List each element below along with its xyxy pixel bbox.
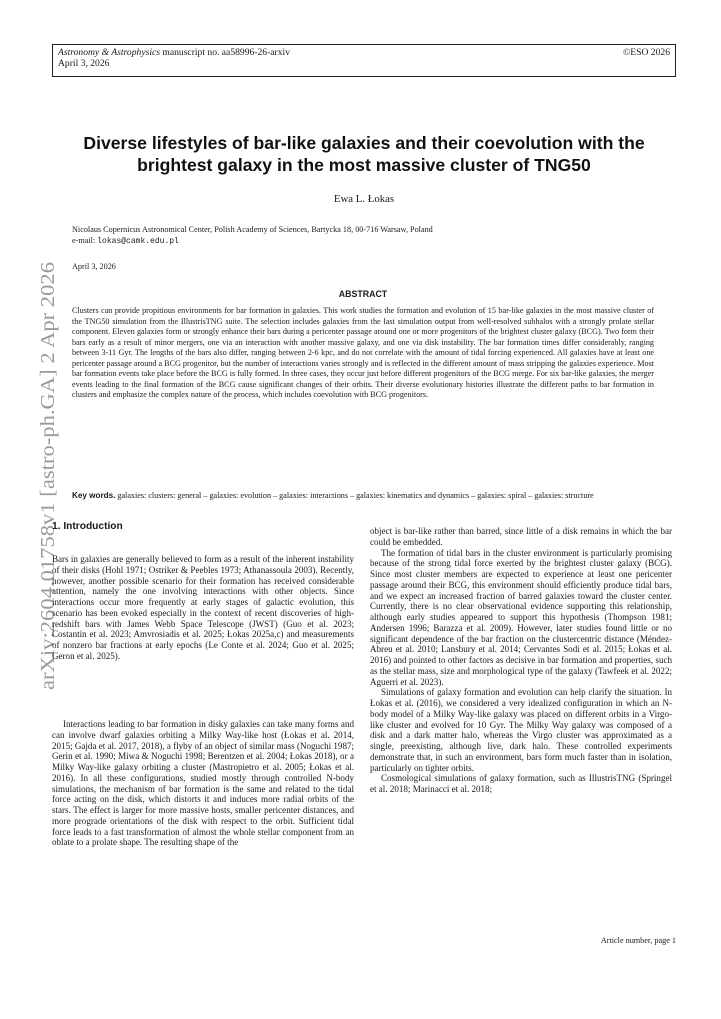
running-header [52,44,676,77]
header-left [58,47,290,69]
intro-column-1-bottom [52,719,354,848]
journal-name: Astronomy & Astrophysics [58,47,160,58]
manuscript-line [58,47,290,58]
email-label: e-mail: [72,235,98,245]
keywords-list: galaxies: clusters: general – galaxies: evolution – galaxies: interactions – galaxies: kinematics and dynamics – galaxies: spiral – galaxies: structure [115,491,594,500]
abstract-text: Clusters can provide propitious environments for bar formation in galaxies. This work studies the formation and evolution of 15 bar-like galaxies in the most massive cluster of the TNG50 simulation from the IllustrisTNG suite. The selection includes galaxies from the last simulation output from well-resolved subhalos with a strongly prolate stellar component. Eleven galaxies form or strongly enhance their bars during a pericenter passage around one or more progenitors of the brightest cluster galaxy (BCG). Two form their bars early as a result of minor mergers, one via an interaction with another massive galaxy, and one via disk instability. The bar formation times differ considerably, ranging between 3-11 Gyr. The lengths of the bars also differ, ranging between 2-6 kpc, and do not correlate with the amount of tidal forcing experienced. All galaxies have at least one pericenter passage around a BCG progenitor, but the number of interactions varies strongly and is reflected in the different amount of mass stripping the galaxies experience. Most bar formation events take place before the BCG is fully formed. In three cases, they occur just before different progenitors of the BCG merge. For six bar-like galaxies, the merger events leading to the final formation of the BCG cause significant changes of their orbits. Their diverse evolutionary histories illustrate the different paths to bar formation in clusters and emphasize the complex nature of the process, which includes coevolution with BCG progenitors. [72,306,654,399]
keywords [72,491,654,502]
keywords-label: Key words. [72,491,116,500]
col2-paragraph-1: The formation of tidal bars in the cluster environment is particularly promising because of the strong tidal force exerted by the brightest cluster galaxy (BCG). Since most cluster members are expected to experience at least one pericenter passage around their BCG, this environment should efficiently produce tidal bars, and we expect an increased fraction of barred galaxies toward the cluster center. Currently, there is no clear observational evidence supporting this relationship, although early studies appeared to support this hypothesis (Thompson 1981; Andersen 1996; Barazza et al. 2009). However, later studies found little or no significant dependence of the bar fraction on the clustercentric distance (Méndez-Abreu et al. 2010; Lansbury et al. 2014; Cervantes Sodi et al. 2015; Łokas et al. 2016) and pointed to other factors as decisive in bar formation and properties, such as the stellar mass, size and morphological type of the galaxy (Tawfeek et al. 2022; Aguerri et al. 2023). [370,547,672,687]
abstract-heading: ABSTRACT [338,289,388,299]
col2-paragraph-2: Simulations of galaxy formation and evolution can help clarify the situation. In Łokas et al. (2016), we considered a very idealized configuration in which an N-body model of a Milky Way-like galaxy was placed on different orbits in a Virgo-like cluster and evolved for 10 Gyr. The Milky Way galaxy was composed of a disk and a dark matter halo, whereas the Virgo cluster was approximated as a single, preexisting, although live, dark halo. These controlled experiments demonstrate that, in such an environment, bars form much faster than in isolation, particularly on tighter orbits. [370,687,672,773]
arxiv-identifier: arXiv:2604.01758v1 [astro-ph.GA] 2 Apr 2026 [37,301,59,690]
affiliation: Nicolaus Copernicus Astronomical Center, Polish Academy of Sciences, Bartycka 18, 00-716 Warsaw, Poland [72,225,433,234]
email-address[interactable]: lokas@camk.edu.pl [97,236,179,246]
received-date: April 3, 2026 [72,262,116,271]
copyright-notice: ©ESO 2026 [623,47,670,58]
header-date: April 3, 2026 [58,58,110,69]
intro-paragraph-1: Bars in galaxies are generally believed to form as a result of the inherent instability of their disks (Hohl 1971; Ostriker & Peebles 1973; Athanassoula 2003). Recently, however, another possible scenario for their formation has received considerable attention, namely the one involving interactions with other objects. Since interactions occur more frequently at early stages of galactic evolution, this scenario has been evoked especially in the context of recent discoveries of high-redshift bars with James Webb Space Telescope (JWST) (Guo et al. 2023; Costantin et al. 2023; Amvrosiadis et al. 2025; Łokas 2025a,c) and measurements of nonzero bar fractions at early epochs (Le Conte et al. 2024; Guo et al. 2025; Geron et al. 2025). [52,554,354,661]
section-heading: 1. Introduction [52,521,123,532]
intro-paragraph-2: Interactions leading to bar formation in disky galaxies can take many forms and can involve dwarf galaxies orbiting a Milky Way-like host (Łokas et al. 2014, 2015; Gajda et al. 2017, 2018), a flyby of an object of similar mass (Noguchi 1987; Gerin et al. 1990; Miwa & Noguchi 1998; Berentzen et al. 2004; Łokas 2018), or a Milky Way-like galaxy orbiting a cluster (Mastropietro et al. 2005; Łokas et al. 2016). In all these configurations, studied mostly through controlled N-body simulations, the mechanism of bar formation is the same and related to the tidal force acting on the disk, which distorts it and induces more radial orbits of the stars. The effect is larger for more massive hosts, smaller pericenter distances, and more prograde orientations of the disk with respect to the orbit. Sufficient tidal force leads to a fast transformation of almost the whole stellar component from an oblate to a prolate shape. The resulting shape of the [52,719,355,848]
author-name: Ewa L. Łokas [333,193,395,205]
email-line [72,236,433,248]
intro-column-1-top [52,554,354,662]
manuscript-number: manuscript no. aa58996-26-arxiv [159,47,290,58]
paper-title: Diverse lifestyles of bar-like galaxies and their coevolution with the brightest galaxy in the most massive cluster of TNG50 [83,133,645,175]
affiliation-block [72,225,433,247]
col2-paragraph-3: Cosmological simulations of galaxy formation, such as IllustrisTNG (Springel et al. 2018; Marinacci et al. 2018; [370,773,672,794]
page-footer: Article number, page 1 [600,936,676,945]
col2-paragraph-0: object is bar-like rather than barred, since little of a disk remains in which the bar could be embedded. [370,526,672,547]
intro-column-2 [370,526,672,795]
